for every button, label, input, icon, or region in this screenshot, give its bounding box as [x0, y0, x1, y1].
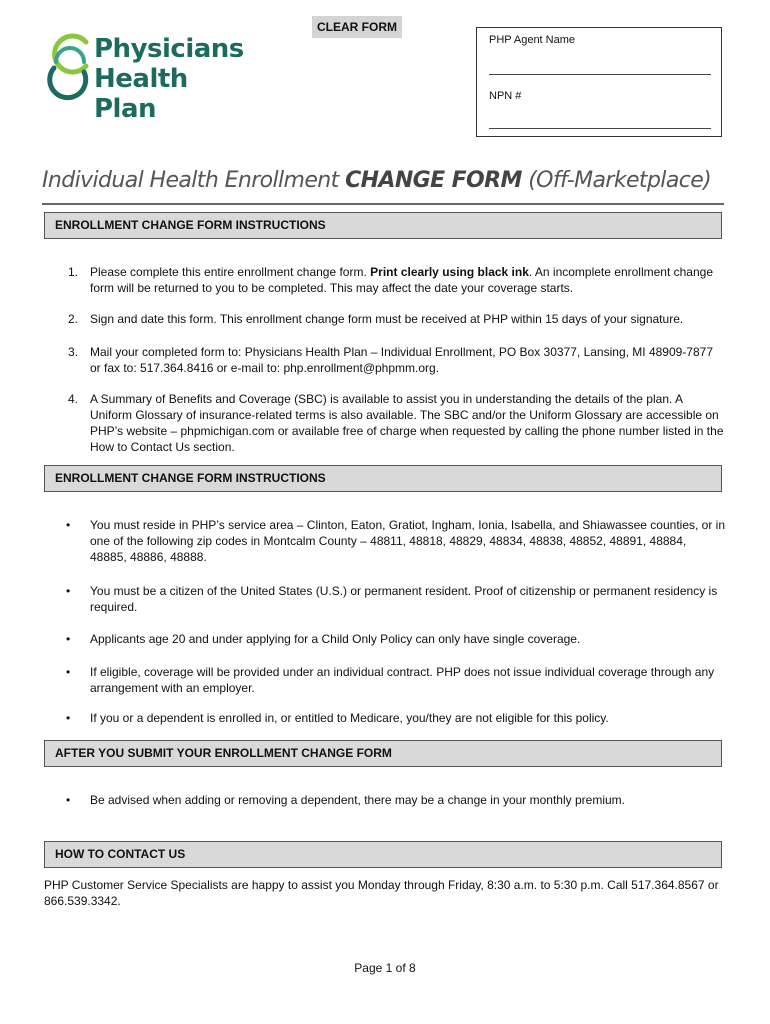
- item-text: You must be a citizen of the United States (U.S.) or permanent resident. Proof of citizenship or permanent residency is required.: [90, 584, 718, 614]
- item-text: If eligible, coverage will be provided under an individual contract. PHP does not issue individual coverage through any arrangement with an employer.: [90, 665, 715, 695]
- bullet: •: [66, 793, 71, 807]
- item-text: You must reside in PHP’s service area – Clinton, Eaton, Gratiot, Ingham, Ionia, Isabella, and Shiawassee counties, or in one of the following zip codes in Montcalm County – 48811, 48818, 48829, 48834, 48838, 48852, 48891, 48884, 48885, 48886, 48888.: [90, 518, 726, 564]
- item-number: 2.: [68, 312, 79, 326]
- npn-label: NPN #: [489, 90, 522, 102]
- item-text: A Summary of Benefits and Coverage (SBC) is available to assist you in understanding the details of the plan. A Uniform Glossary of insurance-related terms is also available. The SBC and/or the Uniform Glossary are accessible on PHP’s website – phpmichigan.com or available free of charge when requested by calling the phone number listed in the How to Contact Us section.: [90, 392, 724, 454]
- bullet: •: [66, 584, 71, 598]
- logo-wordmark: [94, 34, 256, 124]
- bullet: •: [66, 632, 71, 646]
- instruction-item-4: [62, 391, 726, 455]
- logo-line2: Health Plan: [94, 64, 188, 124]
- php-logo-icon: [46, 32, 92, 102]
- instruction-item-1: [62, 264, 726, 296]
- clear-form-button[interactable]: CLEAR FORM: [312, 16, 402, 38]
- title-part3: (Off-Marketplace): [521, 168, 712, 193]
- npn-field[interactable]: [489, 128, 711, 129]
- agent-info-box: [476, 27, 722, 137]
- eligibility-item-1: [62, 517, 726, 565]
- item-text-part: Please complete this entire enrollment change form.: [90, 265, 371, 279]
- item-number: 4.: [68, 392, 79, 406]
- section-header-contact: HOW TO CONTACT US: [44, 841, 722, 868]
- section-header-after-submit: AFTER YOU SUBMIT YOUR ENROLLMENT CHANGE FORM: [44, 740, 722, 767]
- agent-name-field[interactable]: [489, 74, 711, 75]
- title-part1: Individual Health Enrollment: [42, 168, 346, 193]
- item-text: Mail your completed form to: Physicians Health Plan – Individual Enrollment, PO Box 30377, Lansing, MI 48909-7877 or fax to: 517.364.8416 or e-mail to: php.enrollment@phpmm.org.: [90, 345, 714, 375]
- item-number: 3.: [68, 345, 79, 359]
- item-text: If you or a dependent is enrolled in, or entitled to Medicare, you/they are not eligible for this policy.: [90, 711, 609, 725]
- agent-name-label: PHP Agent Name: [489, 34, 576, 46]
- contact-text: PHP Customer Service Specialists are happy to assist you Monday through Friday, 8:30 a.m. to 5:30 p.m. Call 517.364.8567 or 866.539.3342.: [44, 878, 719, 908]
- item-number: 1.: [68, 265, 79, 279]
- item-text-part: . An incomplete enrollment change form will be returned to you to be completed. This may affect the date your coverage starts.: [90, 265, 714, 295]
- item-text-bold: Print clearly using black ink: [370, 265, 529, 279]
- logo-line1: Physicians: [94, 34, 244, 64]
- eligibility-item-5: [62, 710, 726, 726]
- eligibility-item-4: [62, 664, 726, 696]
- bullet: •: [66, 711, 71, 725]
- bullet: •: [66, 665, 71, 679]
- title-part2: CHANGE FORM: [345, 168, 522, 193]
- title-divider: [42, 203, 724, 205]
- bullet: •: [66, 518, 71, 532]
- item-text: [90, 264, 726, 296]
- item-text: Be advised when adding or removing a dependent, there may be a change in your monthly premium.: [90, 793, 625, 807]
- after-submit-item-1: [62, 792, 726, 808]
- php-logo: [46, 32, 256, 124]
- page-title: [42, 168, 711, 193]
- item-text: Applicants age 20 and under applying for a Child Only Policy can only have single coverage.: [90, 632, 581, 646]
- section-header-eligibility: ENROLLMENT CHANGE FORM INSTRUCTIONS: [44, 465, 722, 492]
- eligibility-item-2: [62, 583, 726, 615]
- instruction-item-3: [62, 344, 726, 376]
- section-header-instructions: ENROLLMENT CHANGE FORM INSTRUCTIONS: [44, 212, 722, 239]
- page-number: Page 1 of 8: [354, 961, 416, 975]
- item-text: Sign and date this form. This enrollment change form must be received at PHP within 15 days of your signature.: [90, 312, 684, 326]
- instruction-item-2: [62, 311, 726, 327]
- eligibility-item-3: [62, 631, 726, 647]
